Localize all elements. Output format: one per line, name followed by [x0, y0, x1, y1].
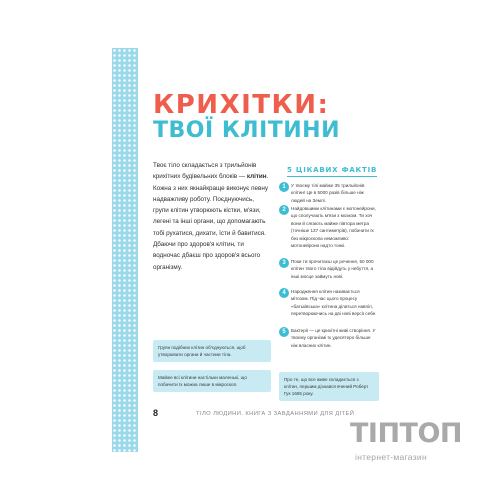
fact-number-badge: 4 [279, 288, 289, 298]
fact-text: Найдовшими клітинами є мотонейрони, що сполучають м'язи з мозком. Ти хоч вони й сягають майже півтора метра (точніше 137 сантиметрів), побачити їх без мікроскопа неможливо: мотонейрони надто тонкі. [291, 206, 376, 249]
caption-cell-groups: Групи подібних клітин об'єднуються, щоб утворювати органи й частини тіла. [153, 340, 271, 362]
watermark-subtitle: інтернет-магазин [355, 452, 427, 462]
facts-divider [287, 176, 377, 177]
fact-text: Народження клітин називається мітозом. Під час цього процесу «батьківська» клітина ділиться навпіл, перетворюючись на дві нові версії себе. [291, 289, 377, 317]
page-number: 8 [153, 408, 159, 418]
intro-bold-word: клітин [246, 173, 267, 181]
caption-tiny-cells: Майже всі клітини настільки маленькі, що побачити їх можна лише в мікроскоп. [153, 370, 271, 392]
watermark-brand: ТІПТОП [350, 418, 463, 449]
caption-hooke: Про те, що все живе складається з клітин, першим дізнався вчений Роберт Гук 1665 року. [279, 372, 379, 401]
fact-text: Бактерії — це крихітні живі створіння. У твоєму організмі їх удесятеро більше ніж власних клітин. [291, 328, 376, 348]
title-line-2: ТВОЇ КЛІТИНИ [153, 118, 341, 143]
intro-text-part1: Твоє тіло складається з трильйонів крихітних будівельних блоків — [153, 162, 257, 181]
fact-number-badge: 2 [279, 205, 289, 215]
title-line-1: КРИХІТКИ: [153, 90, 330, 120]
running-head: ТІЛО ЛЮДИНИ. КНИГА З ЗАВДАННЯМИ ДЛЯ ДІТЕЙ [196, 411, 355, 417]
fact-number-badge: 1 [279, 182, 289, 192]
intro-paragraph [153, 160, 271, 273]
facts-heading: 5 ЦІКАВИХ ФАКТІВ [287, 166, 378, 174]
dotted-side-strip [112, 48, 138, 452]
fact-text: У твоєму тілі майже 35 трильйонів клітин! Це в 5000 разів більше ніж людей на Землі. [291, 183, 365, 203]
fact-number-badge: 3 [279, 258, 289, 268]
fact-text: Поки ти прочитаєш це речення, 50 000 клітин твого тіла відійдуть у небуття, а інші мосце займуть нові. [291, 259, 374, 279]
fact-number-badge: 5 [279, 327, 289, 337]
intro-text-part2: . Кожна з них якнайкраще виконує певну надважливу роботу. Поєднуючись, групи клітин утворюють кістки, м'язи, легені та інші органи, що допомагають тобі рухатися, дихати, їсти й бавитися. Дбаючи про здоров'я клітин, ти водночас дбаєш про здоров'я всього організму. [153, 173, 269, 271]
